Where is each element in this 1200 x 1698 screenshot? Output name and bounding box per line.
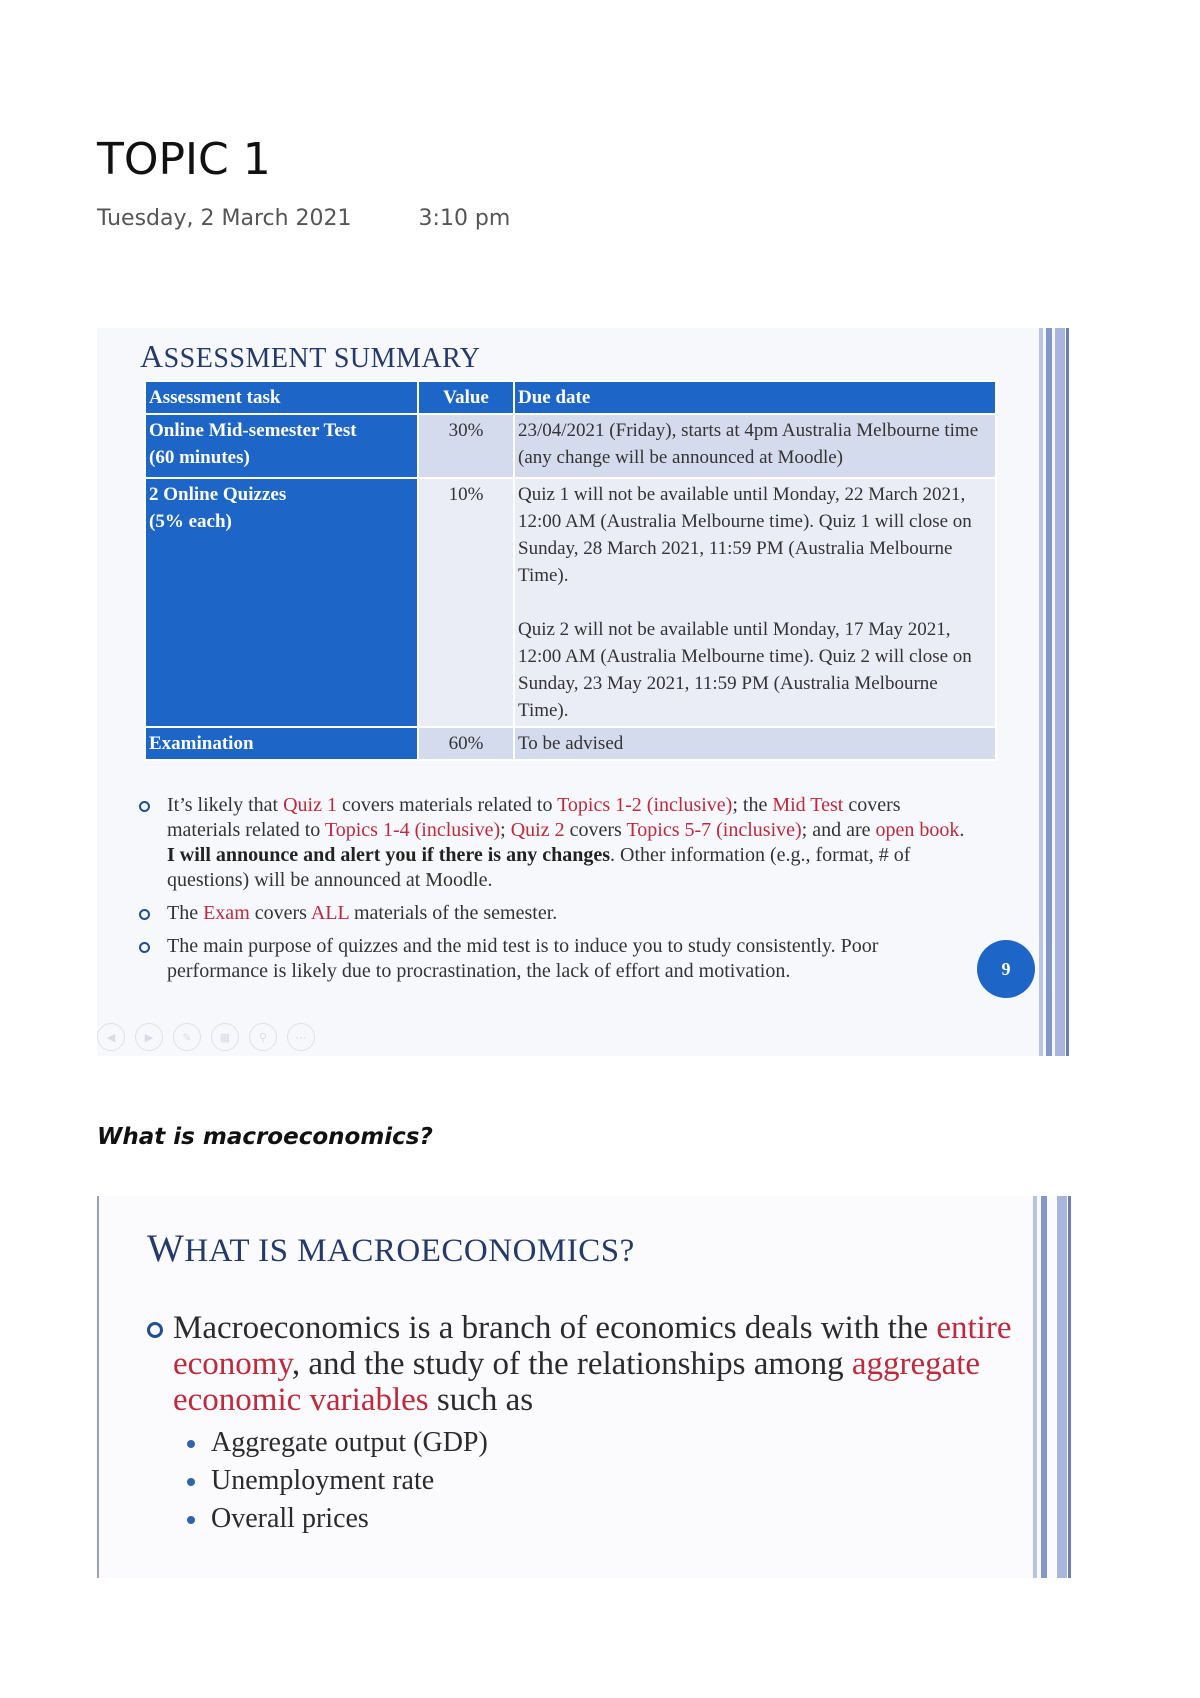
next-icon[interactable]: ▶ — [135, 1023, 163, 1051]
column-header: Assessment task — [145, 381, 418, 414]
due-cell: Quiz 1 will not be available until Monday, 22 March 2021, 12:00 AM (Australia Melbourne time). Quiz 1 will close on Sunday, 28 March 2021, 11:59 PM (Australia Melbourne Time). Quiz 2 will not be available until Monday, 17 May 2021, 12:00 AM (Australia Melbourne time). Quiz 2 will close on Sunday, 23 May 2021, 11:59 PM (Australia Melbourne Time). — [514, 478, 996, 727]
task-cell: 2 Online Quizzes (5% each) — [145, 478, 418, 727]
slide-bullets — [137, 793, 967, 992]
slideshow-controls — [97, 1023, 315, 1051]
list-item: Overall prices — [183, 1500, 1027, 1538]
slides-icon[interactable]: ▦ — [211, 1023, 239, 1051]
table-row — [145, 478, 996, 727]
bullet-dot-icon — [187, 1440, 195, 1448]
slide-decor-bars — [1039, 328, 1069, 1056]
list-item: The Exam covers ALL materials of the semester. — [137, 901, 967, 926]
slide-body — [147, 1310, 1027, 1538]
list-item: It’s likely that Quiz 1 covers materials related to Topics 1-2 (inclusive); the Mid Test covers materials related to Topics 1-4 (inclusive); Quiz 2 covers Topics 5-7 (inclusive); and are open book. I will announce and alert you if there is any changes. Other information (e.g., format, # of questions) will be announced at Moodle. — [137, 793, 967, 893]
bullet-ring-icon — [139, 909, 150, 920]
bullet-dot-icon — [187, 1478, 195, 1486]
bullet-dot-icon — [187, 1516, 195, 1524]
slide-title: ASSESSMENT SUMMARY — [140, 338, 481, 374]
more-icon[interactable]: ⋯ — [287, 1023, 315, 1051]
due-cell: 23/04/2021 (Friday), starts at 4pm Australia Melbourne time (any change will be announced at Moodle) — [514, 414, 996, 478]
note-time: 3:10 pm — [418, 206, 511, 231]
list-item: The main purpose of quizzes and the mid test is to induce you to study consistently. Poor performance is likely due to procrastination, the lack of effort and motivation. — [137, 934, 967, 984]
list-item: Unemployment rate — [183, 1462, 1027, 1500]
value-cell: 30% — [418, 414, 514, 478]
bullet-ring-icon — [139, 942, 150, 953]
slide-page-number: 9 — [977, 940, 1035, 998]
due-cell: To be advised — [514, 727, 996, 760]
table-row — [145, 727, 996, 760]
note-date: Tuesday, 2 March 2021 — [97, 206, 352, 231]
slide-decor-bars — [1041, 1196, 1071, 1578]
zoom-icon[interactable]: ⚲ — [249, 1023, 277, 1051]
column-header: Value — [418, 381, 514, 414]
table-row — [145, 414, 996, 478]
slide-what-is-macroeconomics — [97, 1196, 1071, 1578]
value-cell: 60% — [418, 727, 514, 760]
note-meta — [97, 206, 510, 231]
task-cell: Examination — [145, 727, 418, 760]
prev-icon[interactable]: ◀ — [97, 1023, 125, 1051]
main-bullet: Macroeconomics is a branch of economics deals with the entire economy, and the study of the relationships among aggregate economic variables such as — [147, 1310, 1027, 1418]
pen-icon[interactable]: ✎ — [173, 1023, 201, 1051]
list-item: Aggregate output (GDP) — [183, 1424, 1027, 1462]
column-header: Due date — [514, 381, 996, 414]
table-header-row — [145, 381, 996, 414]
value-cell: 10% — [418, 478, 514, 727]
bullet-ring-icon — [139, 801, 150, 812]
assessment-table — [144, 380, 997, 761]
section-question: What is macroeconomics? — [97, 1124, 433, 1150]
slide-title: WHAT IS MACROECONOMICS? — [147, 1227, 635, 1270]
sub-list — [147, 1424, 1027, 1538]
bullet-ring-icon — [147, 1322, 163, 1338]
task-cell: Online Mid-semester Test (60 minutes) — [145, 414, 418, 478]
page-title: TOPIC 1 — [97, 134, 271, 185]
slide-assessment-summary — [97, 328, 1069, 1056]
